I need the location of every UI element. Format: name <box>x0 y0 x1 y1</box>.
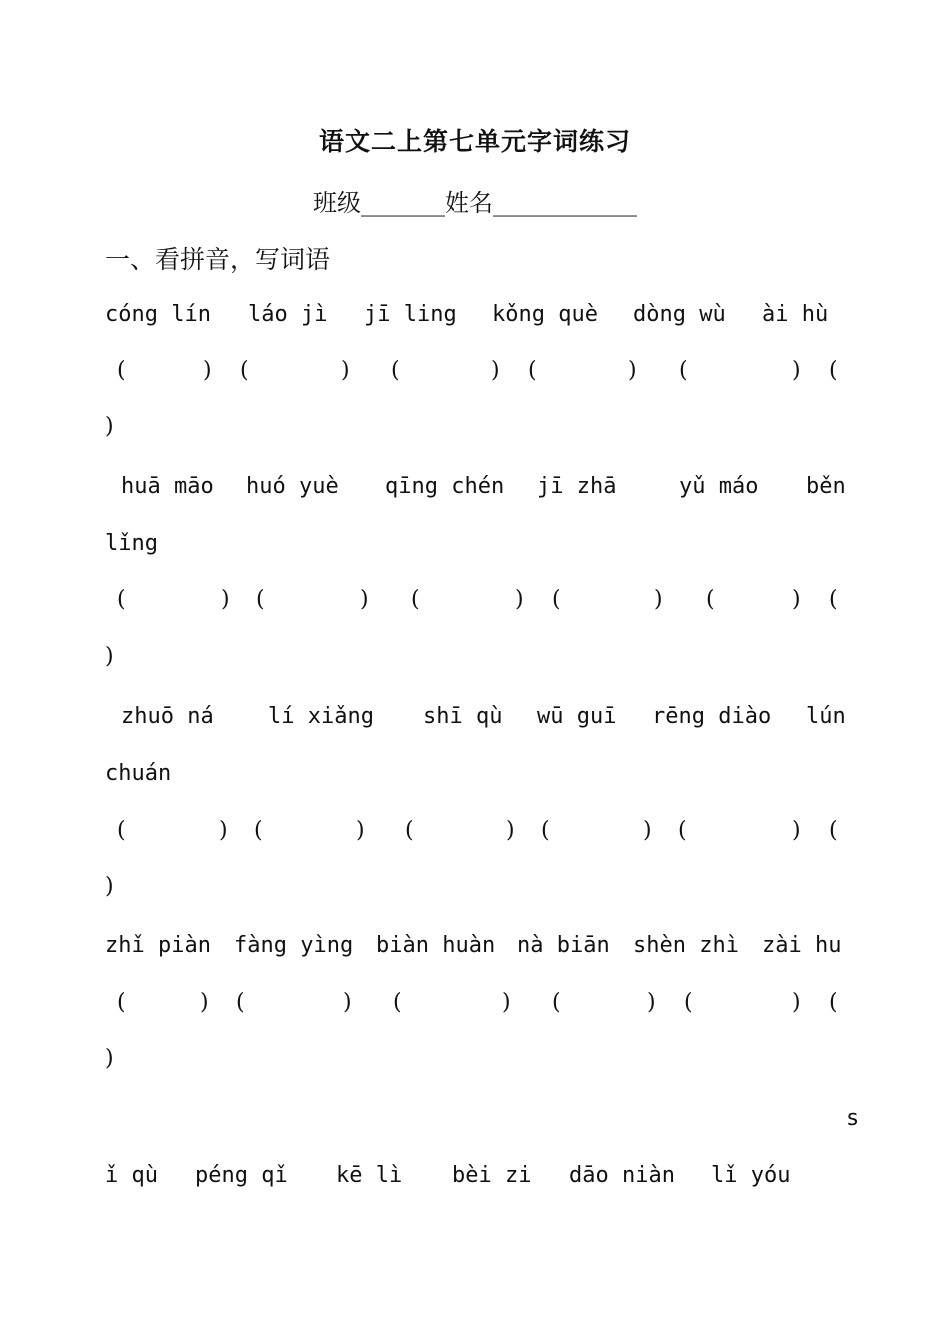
answer-blank-open: ( <box>679 358 688 383</box>
pinyin-item: fàng yìng <box>234 933 354 958</box>
section-heading: 一、看拼音，写词语 <box>105 245 331 274</box>
answer-blank-open: ( <box>829 587 838 612</box>
pinyin-item: shī qù <box>423 704 503 729</box>
answer-blank-close: ) <box>200 990 209 1015</box>
answer-blank-close: ) <box>792 358 801 383</box>
pinyin-item: shèn zhì <box>633 933 739 958</box>
answer-blank-open: ( <box>829 990 838 1015</box>
answer-blank-close: ) <box>792 818 801 843</box>
answer-blank-close: ) <box>643 818 652 843</box>
answer-blank-open: ( <box>117 818 126 843</box>
answer-blank-open: ( <box>541 818 550 843</box>
answer-blank-close: ) <box>219 818 228 843</box>
answer-blank-open: ( <box>256 587 265 612</box>
answer-blank-open: ( <box>236 990 245 1015</box>
page-title: 语文二上第七单元字词练习 <box>318 127 631 156</box>
answer-blank-open: ( <box>684 990 693 1015</box>
pinyin-item: wū guī <box>537 704 617 729</box>
answer-blank-close: ) <box>360 587 369 612</box>
answer-blank-open: ( <box>829 358 838 383</box>
pinyin-item: dāo niàn <box>569 1163 675 1188</box>
pinyin-item: lǐ yóu <box>711 1163 791 1188</box>
pinyin-item: huā māo <box>121 474 214 499</box>
pinyin-item: bèi zi <box>452 1163 532 1188</box>
answer-blank-open: ( <box>117 358 126 383</box>
answer-blank-open: ( <box>117 990 126 1015</box>
answer-blank-open: ( <box>829 818 838 843</box>
pinyin-item: péng qǐ <box>195 1163 288 1188</box>
answer-blank-open: ( <box>678 818 687 843</box>
pinyin-item: zhǐ piàn <box>105 933 211 958</box>
answer-blank-open: ( <box>254 818 263 843</box>
answer-blank-close: ) <box>647 990 656 1015</box>
pinyin-item: ài hù <box>762 302 829 327</box>
pinyin-item: huó yuè <box>246 474 339 499</box>
answer-blank-close: ) <box>628 358 637 383</box>
pinyin-item: zhuō ná <box>121 704 214 729</box>
pinyin-item: rēng diào <box>652 704 772 729</box>
answer-blank-close: ) <box>502 990 511 1015</box>
pinyin-item: dòng wù <box>633 302 726 327</box>
answer-blank-open: ( <box>552 990 561 1015</box>
answer-blank-close: ) <box>221 587 230 612</box>
answer-blank-close: ) <box>105 1046 114 1071</box>
answer-blank-close: ) <box>203 358 212 383</box>
pinyin-item: ǐ qù <box>105 1163 158 1188</box>
answer-blank-close: ) <box>491 358 500 383</box>
pinyin-item: qīng chén <box>385 474 505 499</box>
answer-blank-open: ( <box>706 587 715 612</box>
pinyin-item: yǔ máo <box>679 474 759 499</box>
answer-blank-open: ( <box>411 587 420 612</box>
answer-blank-open: ( <box>240 358 249 383</box>
answer-blank-open: ( <box>117 587 126 612</box>
answer-blank-close: ) <box>105 414 114 439</box>
pinyin-item: lǐng <box>105 531 158 556</box>
pinyin-item: cóng lín <box>105 302 211 327</box>
pinyin-item: zài hu <box>762 933 842 958</box>
answer-blank-close: ) <box>356 818 365 843</box>
answer-blank-open: ( <box>405 818 414 843</box>
answer-blank-close: ) <box>515 587 524 612</box>
answer-blank-close: ) <box>105 644 114 669</box>
answer-blank-open: ( <box>552 587 561 612</box>
answer-blank-close: ) <box>792 990 801 1015</box>
pinyin-item: nà biān <box>517 933 610 958</box>
answer-blank-open: ( <box>393 990 402 1015</box>
answer-blank-close: ) <box>343 990 352 1015</box>
pinyin-item: kǒng què <box>492 302 598 327</box>
answer-blank-close: ) <box>506 818 515 843</box>
pinyin-item: biàn huàn <box>376 933 496 958</box>
answer-blank-open: ( <box>528 358 537 383</box>
class-name-line: 班级_______姓名____________ <box>313 189 637 217</box>
answer-blank-close: ) <box>792 587 801 612</box>
pinyin-item: kē lì <box>336 1163 403 1188</box>
pinyin-item: s <box>846 1106 860 1131</box>
answer-blank-close: ) <box>105 874 114 899</box>
answer-blank-close: ) <box>341 358 350 383</box>
pinyin-item: jī ling <box>364 302 457 327</box>
pinyin-item: chuán <box>105 761 172 786</box>
pinyin-item: láo jì <box>248 302 328 327</box>
pinyin-item: běn <box>806 474 846 499</box>
pinyin-item: jī zhā <box>537 474 617 499</box>
pinyin-item: lún <box>806 704 846 729</box>
pinyin-item: lí xiǎng <box>268 704 374 729</box>
answer-blank-open: ( <box>391 358 400 383</box>
answer-blank-close: ) <box>654 587 663 612</box>
